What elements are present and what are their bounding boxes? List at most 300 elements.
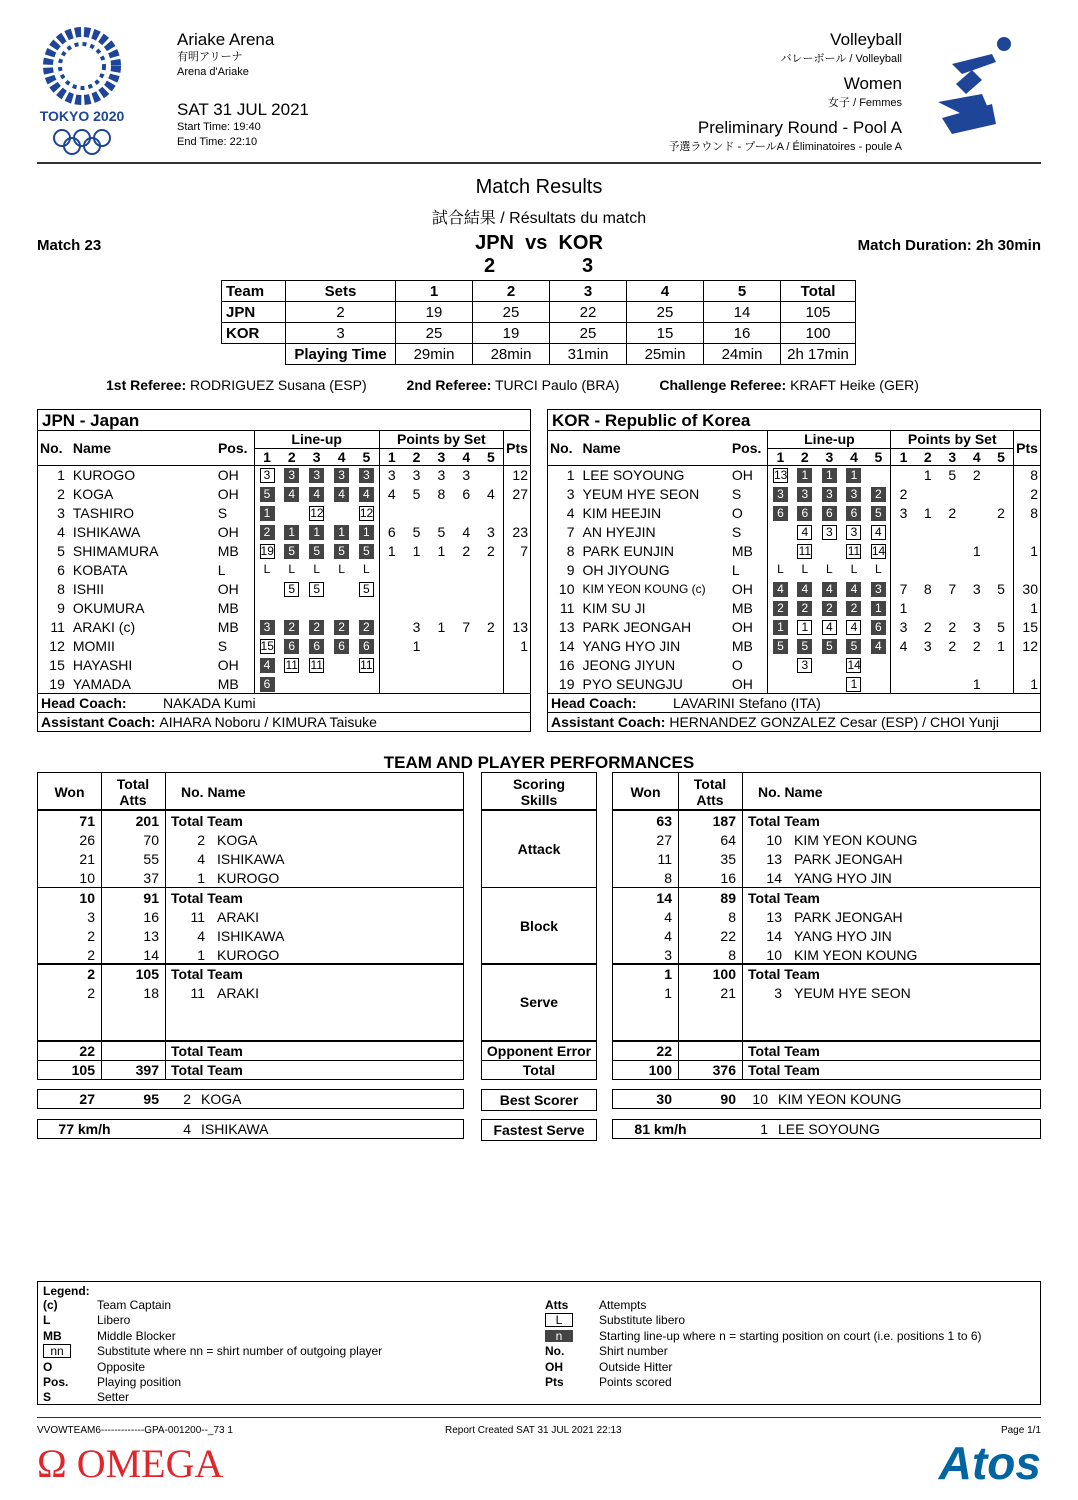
lineup-cell bbox=[329, 598, 354, 617]
set-points-cell bbox=[454, 579, 479, 598]
skill-label-box bbox=[481, 1041, 597, 1061]
lineup-cell bbox=[842, 503, 867, 522]
lineup-cell bbox=[817, 655, 842, 674]
header-atts: Atts bbox=[119, 792, 147, 808]
lineup-cell bbox=[768, 579, 793, 598]
lineup-cell bbox=[279, 579, 304, 598]
player-row bbox=[38, 522, 530, 541]
set-points-cell: 3 bbox=[891, 617, 916, 636]
header-pos: Pos. bbox=[726, 431, 768, 465]
header-points-by-set: Points by Set bbox=[379, 431, 503, 448]
set-points-cell bbox=[379, 617, 404, 636]
starting-position-marker: 5 bbox=[822, 639, 837, 654]
substitute-marker: 3 bbox=[846, 525, 861, 540]
summary-cell: 29min bbox=[396, 344, 473, 365]
legend-desc: Substitute libero bbox=[599, 1313, 686, 1328]
substitute-marker: 4 bbox=[822, 620, 837, 635]
header-set-number: 1 bbox=[891, 448, 916, 465]
player-name: Total Team bbox=[748, 813, 820, 829]
summary-cell: 16 bbox=[704, 323, 781, 344]
skill-label-box bbox=[481, 810, 597, 888]
player-no: 11 bbox=[50, 618, 65, 635]
set-points-cell bbox=[891, 560, 916, 579]
set-points-cell: 3 bbox=[891, 503, 916, 522]
starting-position-marker: 1 bbox=[309, 525, 324, 540]
summary-cell: 15 bbox=[627, 323, 704, 344]
player-position: L bbox=[731, 561, 740, 578]
lineup-cell bbox=[793, 522, 818, 541]
total-atts-value: 8 bbox=[728, 947, 736, 963]
legend-desc: Middle Blocker bbox=[97, 1328, 176, 1343]
set-points-cell bbox=[989, 522, 1014, 541]
legend-key: MB bbox=[43, 1328, 62, 1343]
volleyball-pictogram-icon bbox=[932, 34, 1022, 144]
player-name: Total Team bbox=[748, 966, 820, 982]
referee1-label: 1st Referee: bbox=[106, 377, 187, 393]
starting-position-marker: 6 bbox=[797, 506, 812, 521]
player-no: 4 bbox=[183, 1121, 191, 1137]
header-points-by-set: Points by Set bbox=[891, 431, 1014, 448]
set-summary-table bbox=[221, 280, 856, 365]
won-value: 11 bbox=[657, 851, 672, 867]
assistant-coach-name: AIHARA Noboru / KIMURA Taisuke bbox=[159, 714, 377, 730]
libero-marker: L bbox=[850, 561, 858, 576]
set-points-cell bbox=[454, 636, 479, 655]
player-no: 10 bbox=[558, 580, 575, 597]
libero-marker: L bbox=[777, 561, 784, 576]
player-row bbox=[38, 579, 530, 598]
lineup-cell bbox=[329, 655, 354, 674]
won-value: 27 bbox=[656, 832, 672, 848]
starting-position-marker: 2 bbox=[871, 487, 886, 502]
starting-position-marker: 3 bbox=[822, 487, 837, 502]
player-no: 19 bbox=[558, 675, 575, 692]
set-points-cell: 2 bbox=[972, 637, 981, 654]
set-points-cell: 2 bbox=[948, 637, 957, 654]
set-points-cell bbox=[429, 560, 454, 579]
atos-logo: Atos bbox=[938, 1437, 1041, 1489]
skill-label-box bbox=[481, 1119, 597, 1141]
set-points-cell bbox=[479, 560, 504, 579]
lineup-cell bbox=[279, 503, 304, 522]
won-value: 21 bbox=[79, 851, 95, 867]
player-name: YEUM HYE SEON bbox=[582, 485, 700, 502]
footer-created: Report Created SAT 31 JUL 2021 22:13 bbox=[445, 1425, 622, 1436]
set-points-cell bbox=[891, 465, 916, 484]
starting-position-marker: 2 bbox=[359, 620, 374, 635]
perf-row-total bbox=[612, 1060, 1041, 1080]
lineup-cell bbox=[817, 617, 842, 636]
legend-key: No. bbox=[545, 1344, 565, 1359]
player-name: Total Team bbox=[171, 966, 243, 982]
header-name: No. Name bbox=[758, 784, 823, 800]
lineup-cell bbox=[817, 579, 842, 598]
lineup-cell bbox=[304, 560, 329, 579]
summary-cell: 28min bbox=[473, 344, 550, 365]
column-divider bbox=[742, 964, 743, 1040]
referee2-label: 2nd Referee: bbox=[406, 377, 492, 393]
perf-group-serve bbox=[612, 963, 1041, 1041]
player-name: TASHIRO bbox=[72, 504, 135, 521]
row-label: Total Team bbox=[748, 1043, 820, 1059]
player-total-points bbox=[504, 674, 530, 693]
total-atts-value: 187 bbox=[712, 813, 736, 829]
set-points-cell: 1 bbox=[891, 598, 916, 617]
set-points-cell bbox=[454, 560, 479, 579]
header-name: Name bbox=[580, 431, 725, 465]
legend-key: n bbox=[545, 1330, 573, 1342]
set-points-cell bbox=[916, 560, 941, 579]
set-points-cell: 2 bbox=[923, 618, 932, 635]
header-lineup: Line-up bbox=[254, 431, 379, 448]
substitute-marker: 3 bbox=[822, 525, 837, 540]
player-row bbox=[548, 560, 1040, 579]
legend-desc: Setter bbox=[97, 1390, 130, 1405]
player-name: KOGA bbox=[217, 832, 258, 848]
player-row bbox=[548, 541, 1040, 560]
lineup-cell bbox=[793, 465, 818, 484]
starting-position-marker: 5 bbox=[846, 639, 861, 654]
starting-position-marker: 1 bbox=[359, 525, 374, 540]
lineup-cell bbox=[793, 503, 818, 522]
player-no: 2 bbox=[197, 832, 205, 848]
player-name: KOGA bbox=[201, 1091, 242, 1107]
summary-cell: Playing Time bbox=[286, 344, 396, 365]
player-no: 5 bbox=[57, 542, 65, 559]
substitute-marker: 5 bbox=[284, 582, 299, 597]
lineup-cell bbox=[354, 560, 379, 579]
lineup-cell bbox=[817, 636, 842, 655]
set-points-cell bbox=[916, 484, 941, 503]
total-atts-value: 16 bbox=[720, 870, 736, 886]
summary-header: Team bbox=[222, 281, 286, 302]
player-position: OH bbox=[217, 523, 239, 540]
lineup-cell bbox=[279, 484, 304, 503]
starting-position-marker: 2 bbox=[260, 525, 275, 540]
player-row bbox=[548, 465, 1040, 484]
skill-label: Fastest Serve bbox=[493, 1122, 585, 1138]
end-time: End Time: 22:10 bbox=[177, 136, 258, 148]
set-points-cell bbox=[429, 636, 454, 655]
starting-position-marker: 4 bbox=[822, 582, 837, 597]
starting-position-marker: 1 bbox=[871, 601, 886, 616]
skill-label-box bbox=[481, 1060, 597, 1080]
lineup-cell bbox=[304, 579, 329, 598]
lineup-cell bbox=[866, 560, 891, 579]
summary-cell: 25 bbox=[627, 302, 704, 323]
header-set-number: 4 bbox=[329, 448, 354, 465]
lineup-cell bbox=[817, 484, 842, 503]
total-atts-value: 70 bbox=[143, 832, 159, 848]
header-set-number: 3 bbox=[429, 448, 454, 465]
lineup-cell bbox=[866, 636, 891, 655]
legend-key: Pts bbox=[545, 1374, 564, 1389]
libero-marker: L bbox=[363, 561, 370, 576]
player-position: MB bbox=[731, 637, 753, 654]
starting-position-marker: 5 bbox=[359, 544, 374, 559]
legend-box bbox=[37, 1281, 1041, 1405]
set-points-cell: 7 bbox=[462, 618, 471, 635]
set-points-cell bbox=[429, 655, 454, 674]
starting-position-marker: 3 bbox=[284, 468, 299, 483]
legend-key: S bbox=[43, 1390, 52, 1405]
lineup-cell bbox=[866, 503, 891, 522]
set-points-cell bbox=[454, 503, 479, 522]
set-points-cell bbox=[965, 655, 990, 674]
set-points-cell: 3 bbox=[437, 466, 446, 483]
player-no: 9 bbox=[57, 599, 65, 616]
lineup-cell bbox=[866, 579, 891, 598]
lineup-cell bbox=[768, 617, 793, 636]
team-title: KOR - Republic of Korea bbox=[548, 410, 1040, 431]
lineup-cell bbox=[354, 674, 379, 693]
header-set-number: 3 bbox=[940, 448, 965, 465]
lineup-cell bbox=[304, 674, 329, 693]
set-points-cell bbox=[429, 674, 454, 693]
perf-header-jpn bbox=[37, 772, 464, 810]
total-atts-value: 14 bbox=[143, 947, 159, 963]
set-points-cell: 5 bbox=[437, 523, 446, 540]
player-no: 15 bbox=[49, 656, 65, 673]
table-header-row bbox=[548, 431, 1040, 448]
lineup-cell bbox=[817, 465, 842, 484]
player-no: 3 bbox=[774, 985, 782, 1001]
score-jpn: 2 bbox=[484, 255, 496, 277]
summary-row-kor bbox=[222, 323, 856, 344]
substitute-marker: 12 bbox=[310, 505, 324, 520]
legend-item bbox=[545, 1313, 982, 1328]
player-name: KUROGO bbox=[217, 870, 280, 886]
set-points-cell bbox=[965, 560, 990, 579]
olympic-rings-icon bbox=[52, 128, 112, 156]
starting-position-marker: 1 bbox=[334, 525, 349, 540]
header-set-number: 2 bbox=[793, 448, 818, 465]
legend-desc: Shirt number bbox=[599, 1344, 668, 1359]
set-points-cell bbox=[965, 484, 990, 503]
player-total-points: 8 bbox=[1014, 503, 1040, 522]
summary-cell: 25 bbox=[396, 323, 473, 344]
lineup-cell bbox=[254, 484, 279, 503]
head-coach-row bbox=[548, 693, 1040, 712]
player-no: 3 bbox=[566, 485, 575, 502]
set-points-cell: 3 bbox=[972, 580, 981, 597]
player-name: OKUMURA bbox=[72, 599, 145, 616]
head-coach-name: NAKADA Kumi bbox=[163, 695, 256, 711]
lineup-cell bbox=[279, 674, 304, 693]
won-value: 1 bbox=[664, 985, 672, 1001]
summary-cell: 3 bbox=[286, 323, 396, 344]
set-points-cell bbox=[940, 560, 965, 579]
lineup-cell bbox=[866, 617, 891, 636]
set-points-cell: 2 bbox=[997, 504, 1005, 521]
starting-position-marker: 3 bbox=[871, 582, 886, 597]
total-atts-value: 37 bbox=[143, 870, 159, 886]
won-value: 22 bbox=[656, 1043, 672, 1059]
starting-position-marker: 3 bbox=[773, 487, 788, 502]
set-points-cell bbox=[989, 541, 1014, 560]
skill-label-box bbox=[481, 963, 597, 1041]
player-name: Total Team bbox=[171, 890, 243, 906]
player-name: ARAKI bbox=[217, 909, 260, 925]
player-position: S bbox=[731, 523, 742, 540]
start-time: Start Time: 19:40 bbox=[177, 121, 261, 133]
header-divider bbox=[37, 162, 1041, 164]
lineup-cell bbox=[304, 617, 329, 636]
set-points-cell: 8 bbox=[923, 580, 932, 597]
legend-item bbox=[43, 1313, 382, 1328]
player-row bbox=[38, 674, 530, 693]
header-pts: Pts bbox=[1014, 431, 1040, 465]
substitute-marker: 11 bbox=[798, 543, 812, 558]
player-name: ISHIKAWA bbox=[201, 1121, 269, 1137]
player-no: 8 bbox=[566, 542, 575, 559]
summary-cell: 31min bbox=[550, 344, 627, 365]
summary-cell: 2 bbox=[286, 302, 396, 323]
player-position: OH bbox=[731, 675, 753, 692]
set-points-cell: 1 bbox=[923, 466, 932, 483]
legend-key: L bbox=[43, 1313, 51, 1328]
player-no: 13 bbox=[766, 909, 782, 925]
libero-marker: L bbox=[338, 561, 345, 576]
total-atts-value: 64 bbox=[720, 832, 736, 848]
player-position: MB bbox=[217, 542, 239, 559]
legend-item bbox=[43, 1390, 382, 1405]
skill-label: Block bbox=[519, 918, 559, 934]
summary-header: 1 bbox=[396, 281, 473, 302]
player-position: MB bbox=[731, 599, 753, 616]
lineup-cell bbox=[842, 655, 867, 674]
set-points-cell: 4 bbox=[486, 485, 495, 502]
skill-label: Serve bbox=[519, 994, 559, 1010]
player-no: 4 bbox=[566, 504, 575, 521]
substitute-marker: 1 bbox=[797, 620, 812, 635]
row-label: Total Team bbox=[171, 1062, 243, 1078]
player-name: KIM YEON KOUNG bbox=[778, 1091, 902, 1107]
player-no: 3 bbox=[57, 504, 65, 521]
set-points-cell bbox=[404, 655, 429, 674]
starting-position-marker: 5 bbox=[260, 487, 275, 502]
summary-cell: 100 bbox=[781, 323, 856, 344]
player-name: KIM HEEJIN bbox=[582, 504, 662, 521]
set-points-cell bbox=[379, 598, 404, 617]
set-points-cell bbox=[404, 598, 429, 617]
lineup-cell bbox=[354, 541, 379, 560]
skill-label: Attack bbox=[517, 841, 561, 857]
libero-marker: L bbox=[875, 561, 882, 576]
lineup-cell bbox=[793, 598, 818, 617]
perf-best-scorer bbox=[612, 1089, 1041, 1109]
legend-key: (c) bbox=[43, 1298, 58, 1312]
perf-header-kor bbox=[612, 772, 1041, 810]
player-row bbox=[548, 655, 1040, 674]
column-divider bbox=[165, 964, 166, 1040]
column-divider bbox=[165, 1061, 166, 1079]
set-points-cell bbox=[429, 598, 454, 617]
lineup-cell bbox=[354, 522, 379, 541]
substitute-marker: 11 bbox=[360, 657, 373, 672]
summary-header: 5 bbox=[704, 281, 781, 302]
player-name: KUROGO bbox=[72, 466, 136, 483]
row-label: Total Team bbox=[748, 1062, 820, 1078]
starting-position-marker: 2 bbox=[284, 620, 299, 635]
player-name: OH JIYOUNG bbox=[582, 561, 670, 578]
column-divider bbox=[742, 773, 743, 809]
player-no: 4 bbox=[197, 851, 205, 867]
set-points-cell bbox=[454, 674, 479, 693]
lineup-cell bbox=[793, 579, 818, 598]
player-name: YANG HYO JIN bbox=[582, 637, 681, 654]
player-name: KOGA bbox=[72, 485, 114, 502]
lineup-cell bbox=[793, 541, 818, 560]
venue-name-jp: 有明アリーナ bbox=[177, 51, 243, 63]
starting-position-marker: 2 bbox=[797, 601, 812, 616]
player-position: OH bbox=[731, 618, 753, 635]
lineup-cell bbox=[842, 541, 867, 560]
set-points-cell bbox=[379, 503, 404, 522]
player-row bbox=[38, 541, 530, 560]
legend-item bbox=[43, 1360, 382, 1375]
set-points-cell bbox=[916, 522, 941, 541]
set-points-cell bbox=[479, 636, 504, 655]
set-points-cell bbox=[989, 655, 1014, 674]
set-points-cell: 1 bbox=[972, 675, 981, 692]
substitute-marker: 12 bbox=[359, 505, 374, 520]
player-total-points: 1 bbox=[504, 636, 530, 655]
won-value: 3 bbox=[87, 909, 95, 925]
player-row bbox=[38, 560, 530, 579]
header-set-number: 4 bbox=[965, 448, 990, 465]
column-divider bbox=[165, 1042, 166, 1060]
lineup-cell bbox=[279, 617, 304, 636]
starting-position-marker: 4 bbox=[773, 582, 788, 597]
player-position: OH bbox=[217, 580, 239, 597]
summary-header: Total bbox=[781, 281, 856, 302]
set-points-cell bbox=[916, 655, 941, 674]
legend-key: L bbox=[545, 1313, 573, 1327]
summary-cell: 19 bbox=[396, 302, 473, 323]
set-points-cell: 7 bbox=[891, 579, 916, 598]
lineup-cell bbox=[842, 560, 867, 579]
player-no: 10 bbox=[752, 1091, 768, 1107]
set-points-cell bbox=[940, 674, 965, 693]
lineup-cell bbox=[329, 579, 354, 598]
player-name: JEONG JIYUN bbox=[582, 656, 676, 673]
lineup-cell bbox=[254, 655, 279, 674]
starting-position-marker: 6 bbox=[260, 677, 275, 692]
head-coach-name: LAVARINI Stefano (ITA) bbox=[673, 695, 821, 711]
starting-position-marker: 6 bbox=[359, 639, 374, 654]
starting-position-marker: 6 bbox=[284, 639, 299, 654]
player-name: PYO SEUNGJU bbox=[582, 675, 683, 692]
header-total: Total bbox=[116, 776, 150, 792]
player-no: 11 bbox=[559, 599, 575, 616]
starting-position-marker: 3 bbox=[309, 468, 324, 483]
player-no: 4 bbox=[57, 523, 65, 540]
player-total-points bbox=[1014, 560, 1040, 579]
perf-row-opp bbox=[37, 1041, 464, 1061]
event-block bbox=[668, 30, 902, 154]
player-total-points: 12 bbox=[1014, 636, 1040, 655]
player-name: PARK JEONGAH bbox=[794, 851, 903, 867]
player-position: OH bbox=[217, 485, 239, 502]
lineup-cell bbox=[768, 541, 793, 560]
starting-position-marker: 6 bbox=[846, 506, 861, 521]
substitute-marker: 3 bbox=[260, 468, 275, 483]
substitute-marker: 5 bbox=[309, 582, 324, 597]
lineup-cell bbox=[817, 598, 842, 617]
set-points-cell bbox=[429, 503, 454, 522]
starting-position-marker: 5 bbox=[334, 544, 349, 559]
